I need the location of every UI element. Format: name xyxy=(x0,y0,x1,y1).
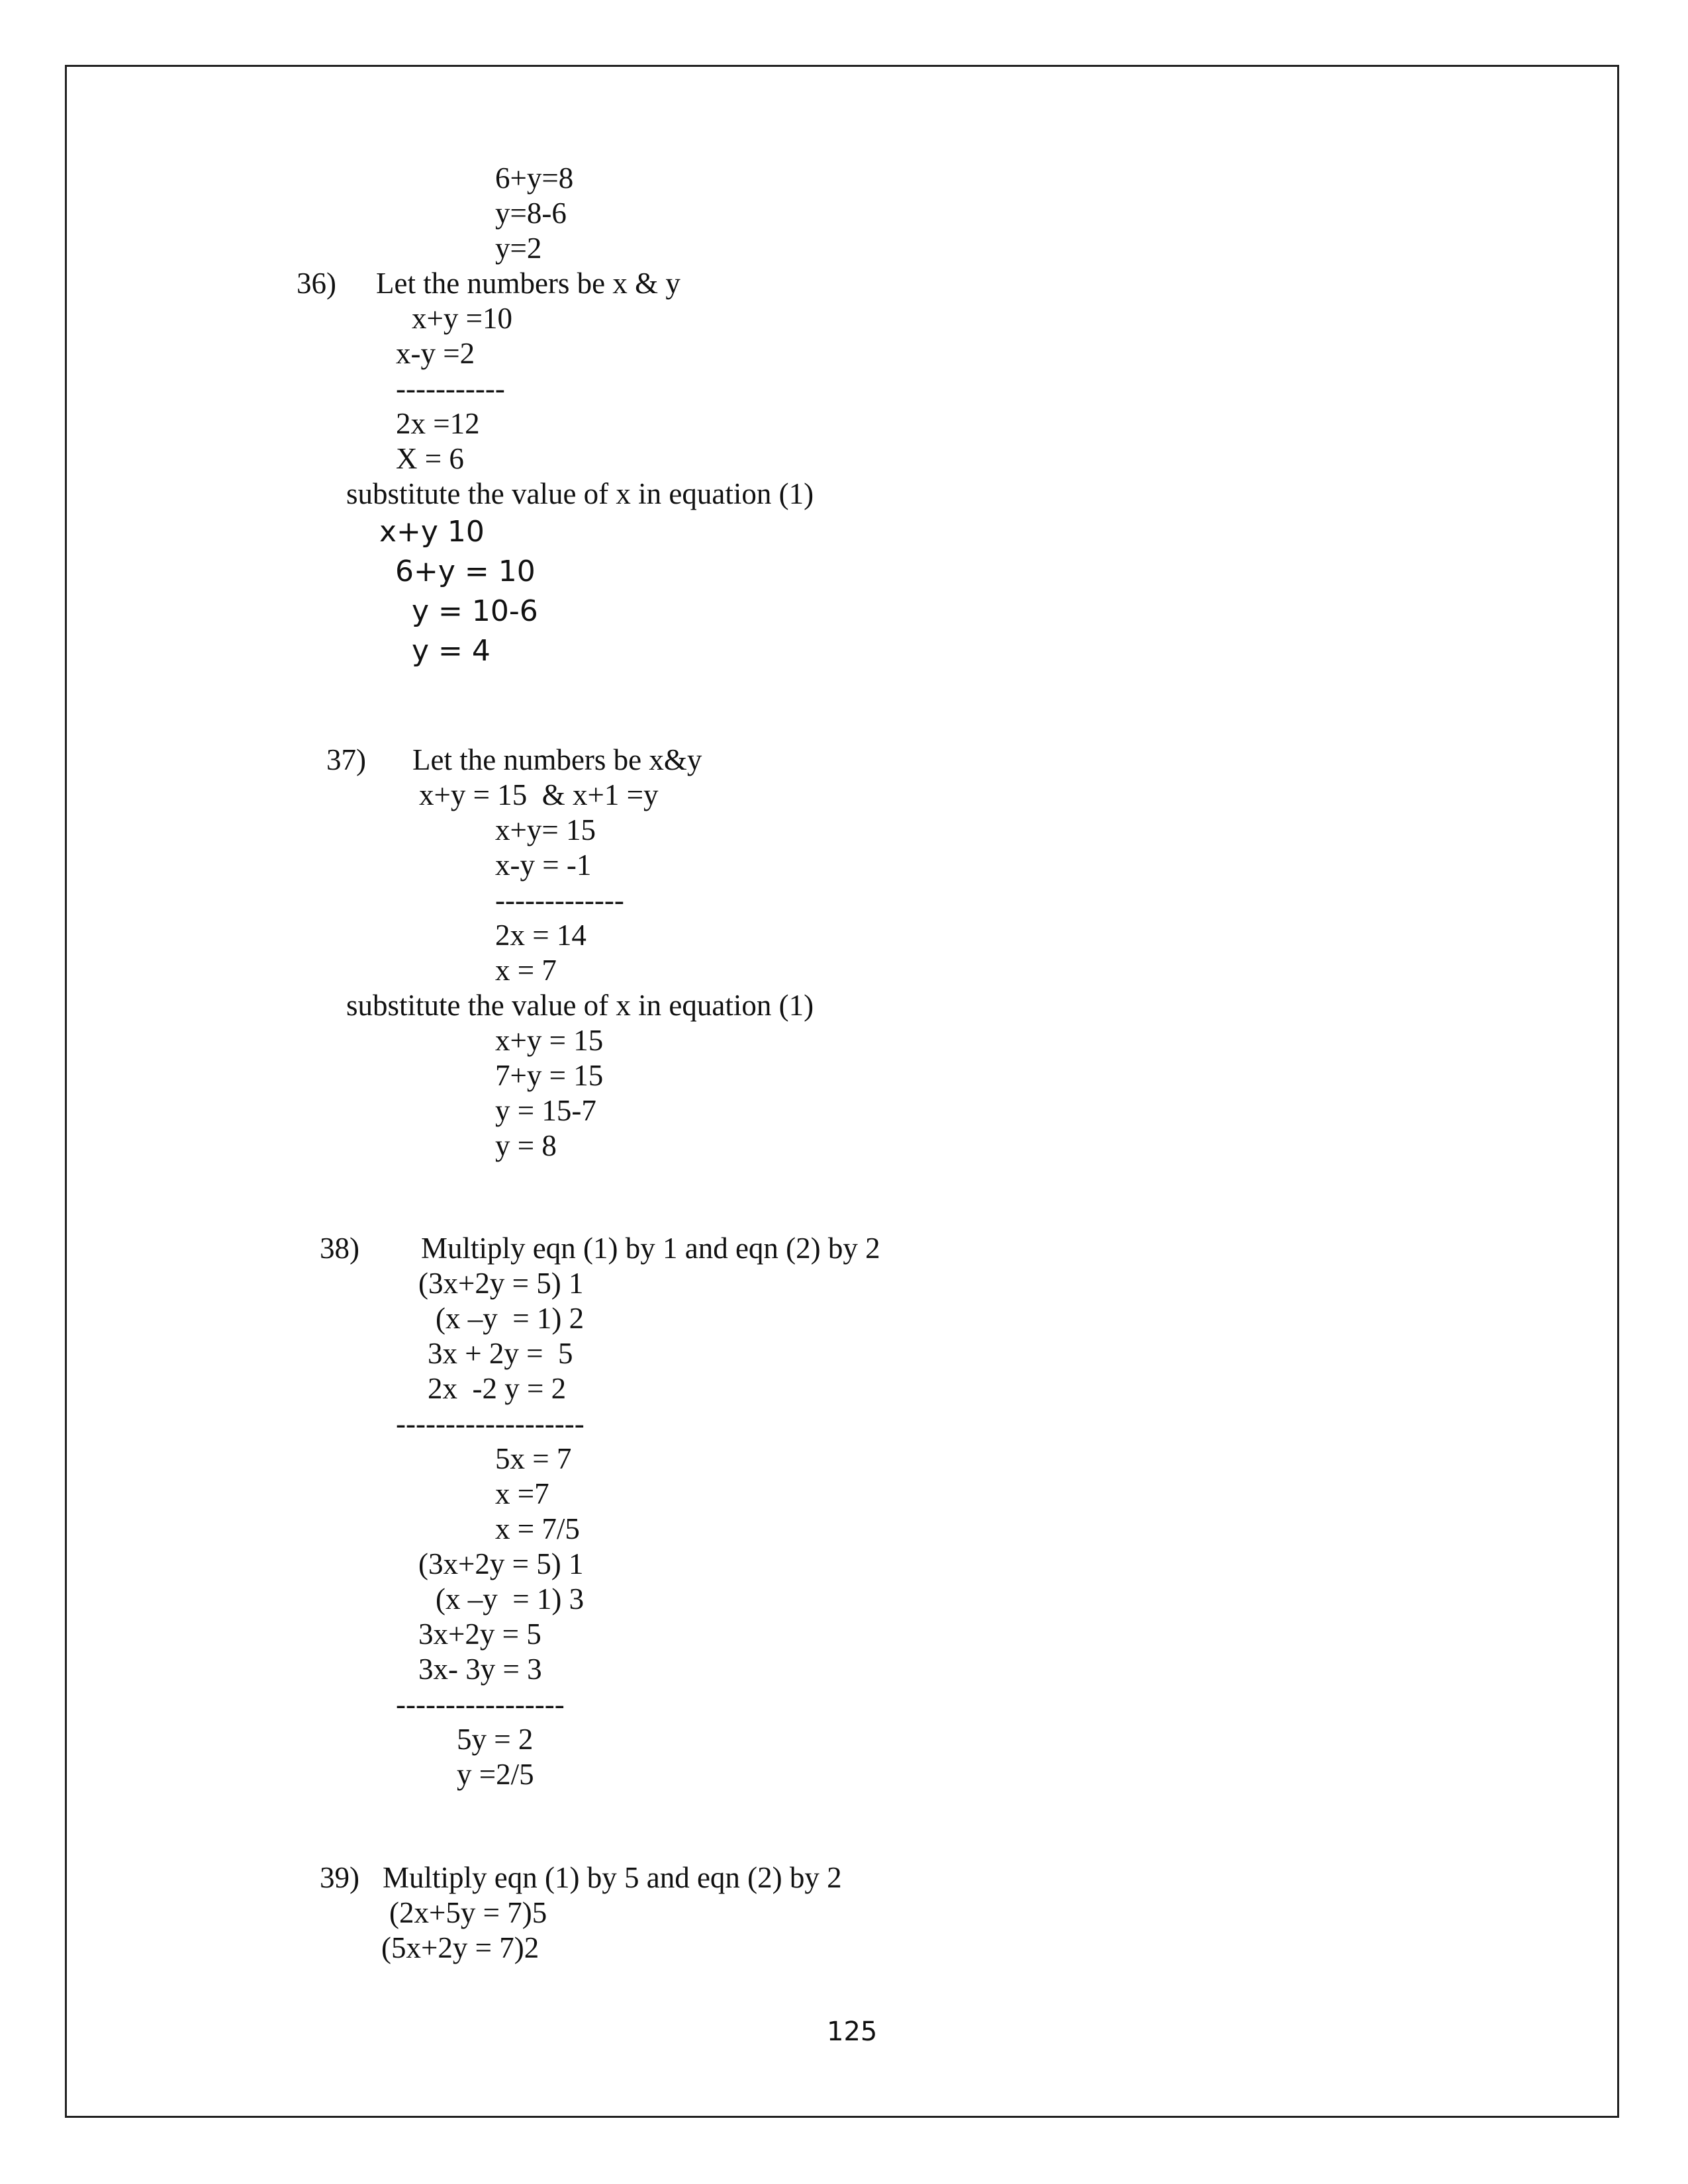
problem-statement: Let the numbers be x & y xyxy=(376,267,680,300)
instruction-text: substitute the value of x in equation (1) xyxy=(346,989,814,1022)
problem-statement: Multiply eqn (1) by 1 and eqn (2) by 2 xyxy=(421,1232,880,1265)
math-line: (x –y = 1) 3 xyxy=(436,1582,585,1615)
math-line: y = 10-6 xyxy=(412,594,538,628)
math-line: 2x -2 y = 2 xyxy=(428,1372,567,1405)
math-line: 5y = 2 xyxy=(457,1723,534,1756)
math-line: 6+y=8 xyxy=(495,161,574,195)
separator-line: ----------- xyxy=(396,372,505,405)
math-line: 3x + 2y = 5 xyxy=(428,1337,573,1370)
math-line: y =2/5 xyxy=(457,1758,534,1791)
math-line: x =7 xyxy=(495,1477,549,1510)
math-line: 3x- 3y = 3 xyxy=(418,1653,542,1686)
page-number: 125 xyxy=(827,2017,878,2047)
math-line: x+y = 15 & x+1 =y xyxy=(419,778,659,811)
math-line: 7+y = 15 xyxy=(495,1059,604,1092)
instruction-text: substitute the value of x in equation (1) xyxy=(346,477,814,510)
problem-statement: Multiply eqn (1) by 5 and eqn (2) by 2 xyxy=(383,1861,842,1894)
separator-line: ------------- xyxy=(495,884,624,917)
math-line: (5x+2y = 7)2 xyxy=(381,1931,539,1964)
separator-line: ------------------- xyxy=(396,1407,585,1440)
math-line: y=2 xyxy=(495,232,542,265)
math-line: 6+y = 10 xyxy=(395,555,536,588)
math-line: (3x+2y = 5) 1 xyxy=(418,1547,584,1580)
math-line: y = 15-7 xyxy=(495,1094,596,1127)
problem-statement: Let the numbers be x&y xyxy=(412,743,702,776)
math-line: y = 8 xyxy=(495,1129,557,1162)
math-line: x+y =10 xyxy=(412,302,513,335)
math-line: y = 4 xyxy=(412,634,491,668)
math-line: (3x+2y = 5) 1 xyxy=(418,1267,584,1300)
separator-line: ----------------- xyxy=(396,1688,565,1721)
math-line: (2x+5y = 7)5 xyxy=(389,1896,547,1929)
math-line: 2x =12 xyxy=(396,407,480,440)
math-line: y=8-6 xyxy=(495,197,567,230)
math-line: x+y = 15 xyxy=(495,1024,604,1057)
problem-number: 39) xyxy=(320,1861,359,1894)
math-line: x = 7 xyxy=(495,954,557,987)
math-line: x-y = -1 xyxy=(495,848,592,882)
problem-number: 38) xyxy=(320,1232,359,1265)
math-line: x+y= 15 xyxy=(495,813,596,846)
math-line: (x –y = 1) 2 xyxy=(436,1302,585,1335)
math-line: x = 7/5 xyxy=(495,1512,580,1545)
problem-number: 36) xyxy=(297,267,336,300)
problem-number: 37) xyxy=(326,743,366,776)
math-line: 2x = 14 xyxy=(495,919,586,952)
page-border xyxy=(65,65,1619,2118)
math-line: X = 6 xyxy=(396,442,464,475)
math-line: x+y 10 xyxy=(379,515,485,549)
math-line: x-y =2 xyxy=(396,337,475,370)
math-line: 5x = 7 xyxy=(495,1442,572,1475)
math-line: 3x+2y = 5 xyxy=(418,1617,541,1651)
